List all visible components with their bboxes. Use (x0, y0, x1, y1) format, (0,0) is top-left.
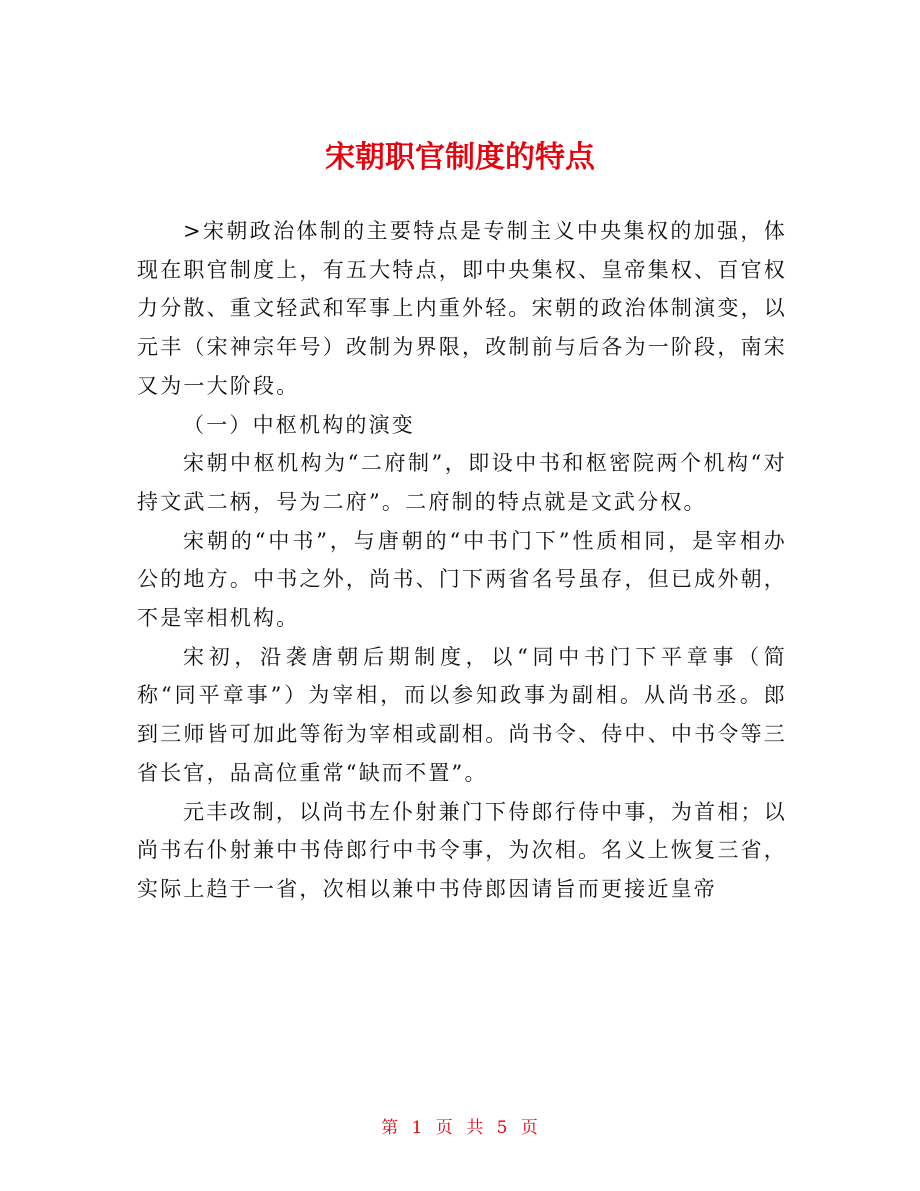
paragraph-two-fu: 宋朝中枢机构为“二府制”，即设中书和枢密院两个机构“对持文武二柄，号为二府”。二府制的特点就是文武分权。 (137, 451, 787, 514)
paragraph-intro: >宋朝政治体制的主要特点是专制主义中央集权的加强，体现在职官制度上，有五大特点，即中央集权、皇帝集权、百官权力分散、重文轻武和军事上内重外轻。宋朝的政治体制演变，以元丰（宋神宗年号）改制为界限，改制前与后各为一阶段，南宋又为一大阶段。 (137, 219, 787, 398)
paragraph-early-song: 宋初，沿袭唐朝后期制度，以“同中书门下平章事（简称“同平章事”）为宰相，而以参知政事为副相。从尚书丞。郎到三师皆可加此等衔为宰相或副相。尚书令、侍中、中书令等三省长官，品高位重常“缺而不置”。 (137, 644, 787, 785)
document-title: 宋朝职官制度的特点 (325, 140, 595, 176)
paragraph-zhongshu: 宋朝的“中书”，与唐朝的“中书门下”性质相同，是宰相办公的地方。中书之外，尚书、门下两省名号虽存，但已成外朝，不是宰相机构。 (137, 528, 787, 631)
paragraph-yuanfeng-reform: 元丰改制，以尚书左仆射兼门下侍郎行侍中事，为首相；以尚书右仆射兼中书侍郎行中书令事，为次相。名义上恢复三省，实际上趋于一省，次相以兼中书侍郎因请旨而更接近皇帝 (137, 799, 787, 901)
page-number-footer: 第 1 页 共 5 页 (381, 1118, 539, 1138)
section-heading: （一）中枢机构的演变 (183, 412, 415, 437)
document-body (137, 212, 787, 909)
